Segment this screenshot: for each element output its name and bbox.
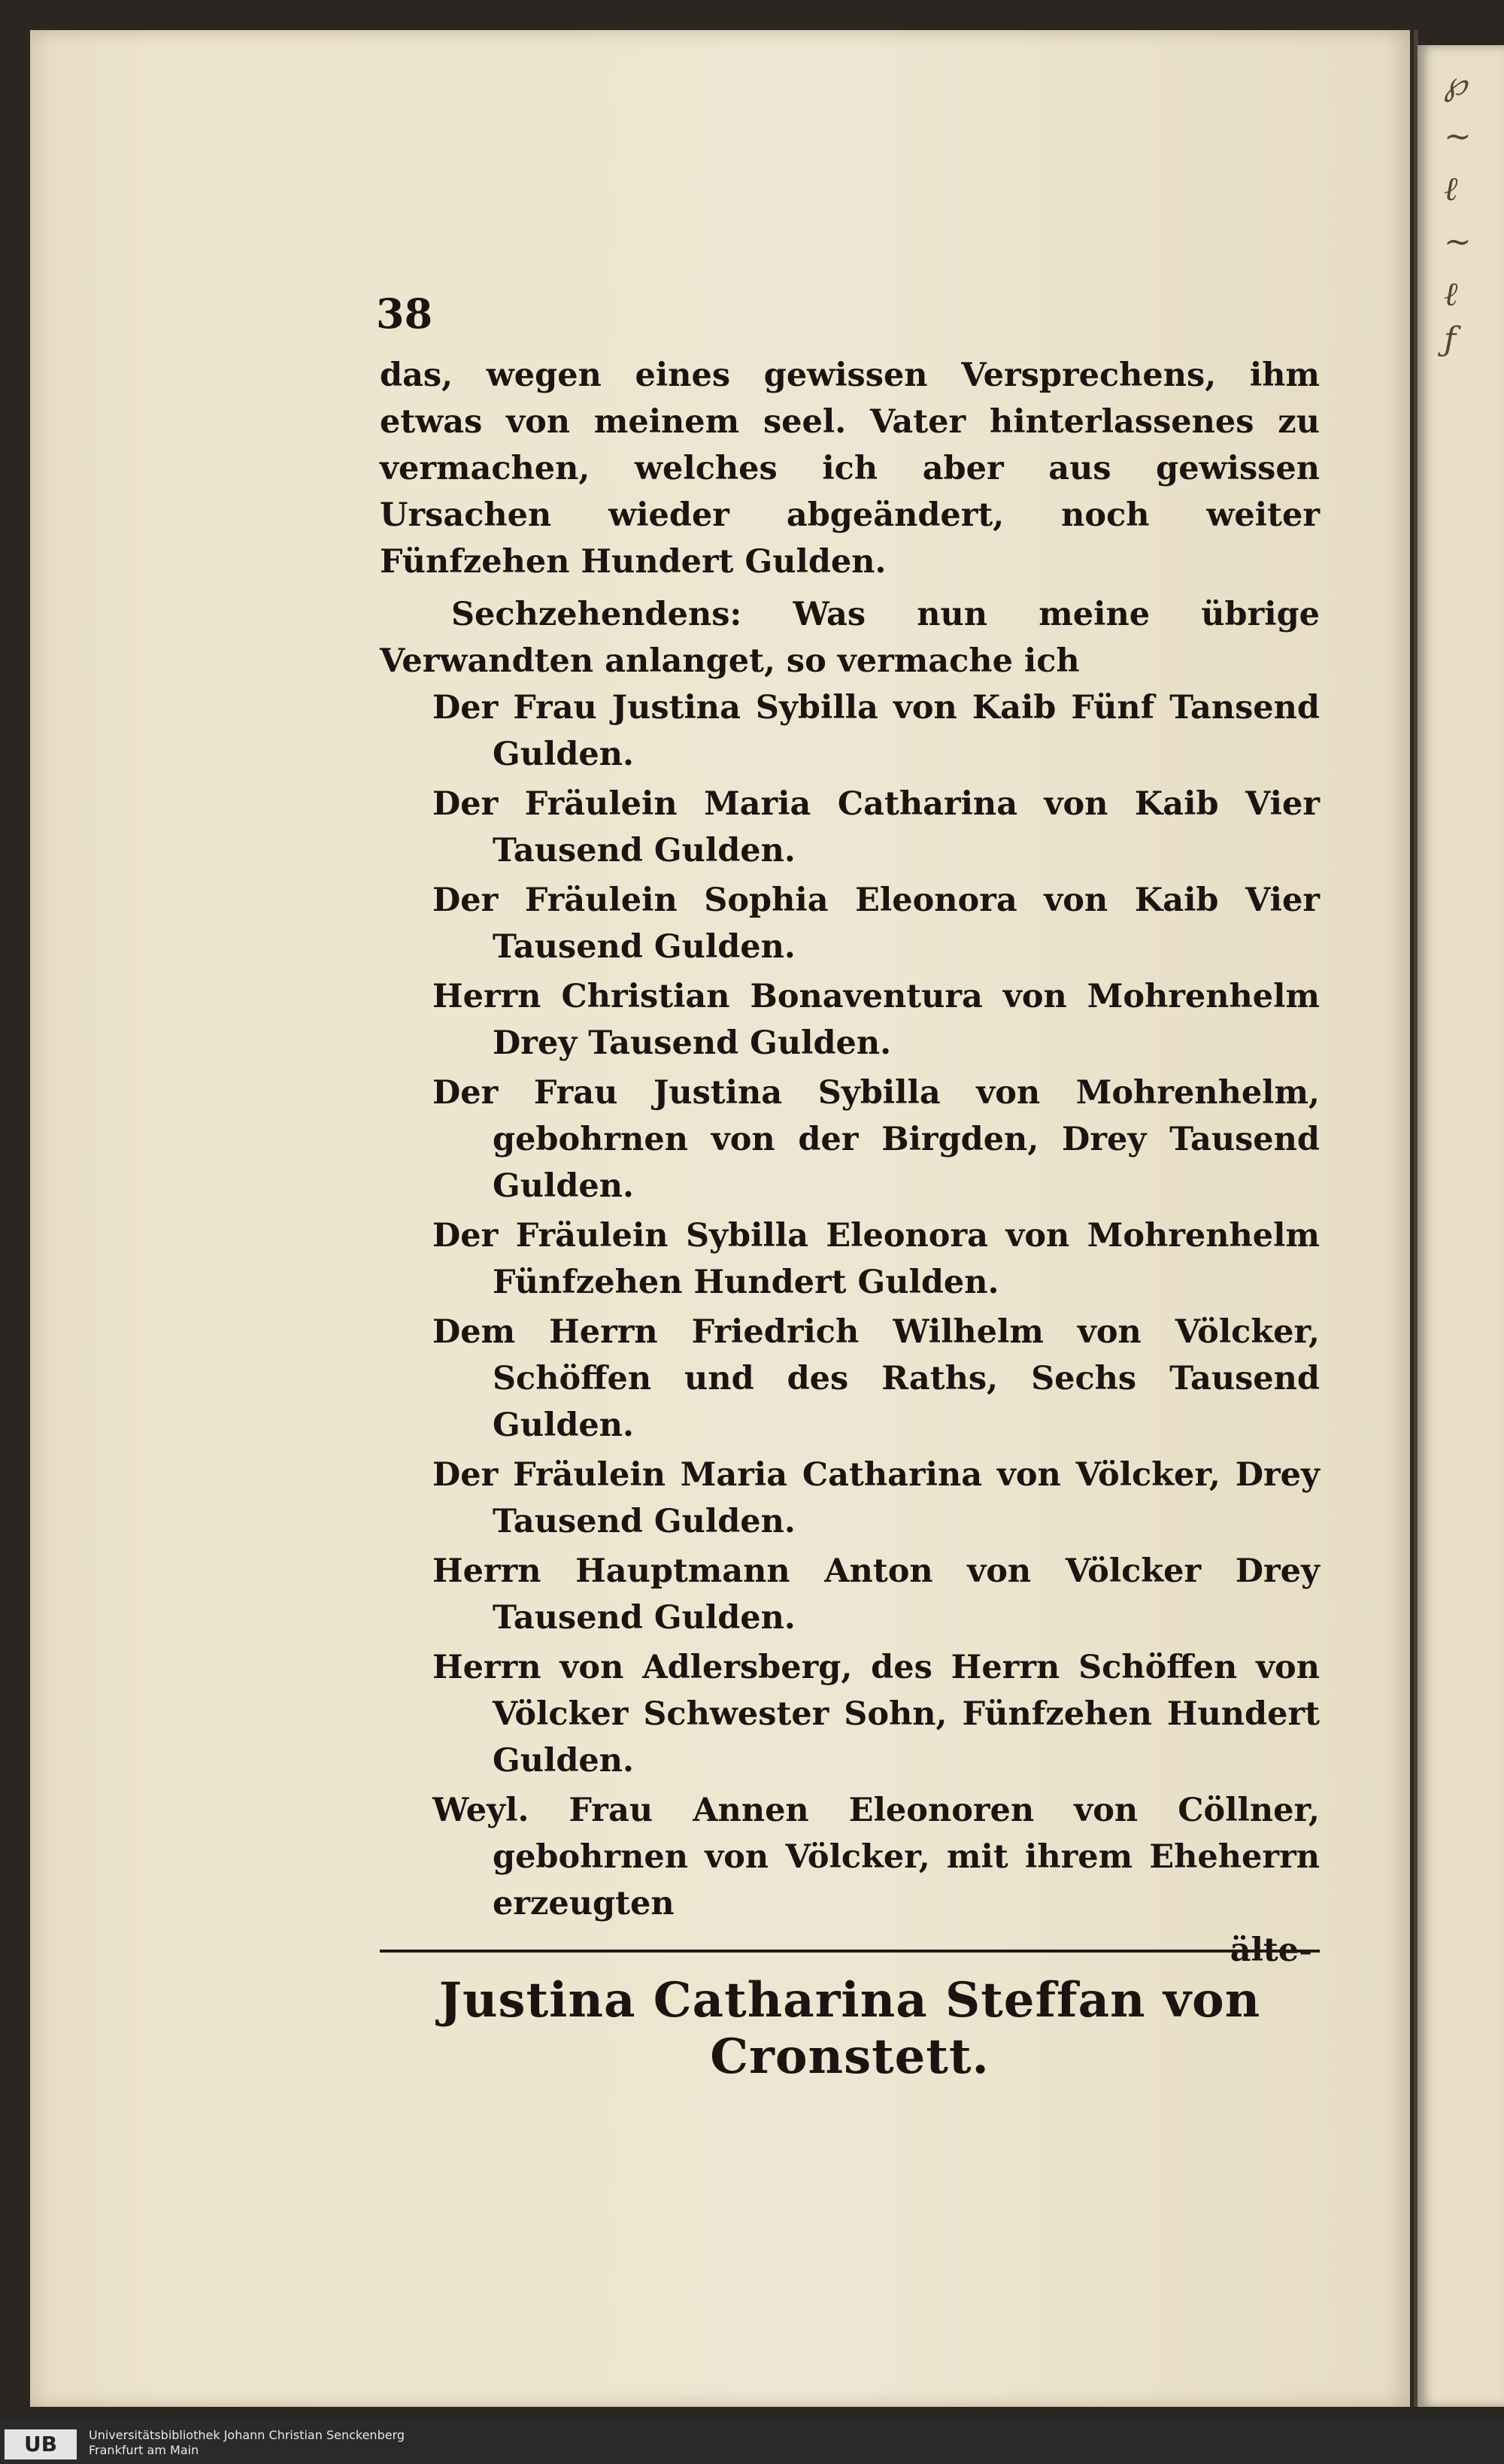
body-text: [380, 352, 1320, 1974]
signature-rule: [380, 1950, 1320, 1953]
library-logo: UB: [5, 2429, 77, 2459]
handwritten-margin-mark: ℓ: [1444, 275, 1458, 314]
institution-credit: [89, 2428, 405, 2458]
paragraph: Sechzehendens: Was nun meine übrige Verwandten anlanget, so vermache ich: [380, 596, 1320, 680]
bequest-entry: Der Fräulein Maria Catharina von Völcker, Drey Tausend Gulden.: [432, 1456, 1320, 1540]
handwritten-margin-mark: ℘: [1444, 65, 1467, 103]
institution-city: Frankfurt am Main: [89, 2443, 199, 2457]
paragraph: das, wegen eines gewissen Versprechens, ihm etwas von meinem seel. Vater hinterlassenes zu vermachen, welches ich aber aus gewissen Ursachen wieder abgeändert, noch weiter Fünfzehen Hundert Gulden.: [380, 357, 1320, 581]
handwritten-margin-mark: ƒ: [1444, 320, 1457, 359]
institution-name: Universitätsbibliothek Johann Christian Senckenberg: [89, 2428, 405, 2442]
catchword: älte-: [1230, 1931, 1312, 1969]
bequest-entry: Der Fräulein Sophia Eleonora von Kaib Vier Tausend Gulden.: [432, 882, 1320, 966]
bequest-entry: Der Fräulein Maria Catharina von Kaib Vier Tausend Gulden.: [432, 785, 1320, 869]
bequest-entry: Der Fräulein Sybilla Eleonora von Mohrenhelm Fünfzehen Hundert Gulden.: [432, 1217, 1320, 1301]
handwritten-margin-mark: ~: [1444, 117, 1472, 156]
adjacent-page-edge: [1418, 45, 1504, 2407]
handwritten-margin-mark: ℓ: [1444, 170, 1458, 208]
bequest-entry: Weyl. Frau Annen Eleonoren von Cöllner, gebohrnen von Völcker, mit ihrem Eheherrn erzeugten: [432, 1792, 1320, 1922]
bequest-entry: Herrn von Adlersberg, des Herrn Schöffen von Völcker Schwester Sohn, Fünfzehen Hundert Gulden.: [432, 1649, 1320, 1780]
page-number: 38: [376, 290, 433, 338]
bequest-entry: Herrn Hauptmann Anton von Völcker Drey Tausend Gulden.: [432, 1552, 1320, 1637]
handwritten-margin-mark: ~: [1444, 223, 1472, 261]
signature-line: Justina Catharina Steffan von Cronstett.: [438, 1972, 1261, 2085]
bequest-entry: Der Frau Justina Sybilla von Kaib Fünf Tansend Gulden.: [432, 689, 1320, 773]
bequest-entry: Dem Herrn Friedrich Wilhelm von Völcker, Schöffen und des Raths, Sechs Tausend Gulden.: [432, 1313, 1320, 1444]
bequest-entry: Herrn Christian Bonaventura von Mohrenhelm Drey Tausend Gulden.: [432, 978, 1320, 1062]
bequest-entry: Der Frau Justina Sybilla von Mohrenhelm, gebohrnen von der Birgden, Drey Tausend Gulden.: [432, 1074, 1320, 1205]
